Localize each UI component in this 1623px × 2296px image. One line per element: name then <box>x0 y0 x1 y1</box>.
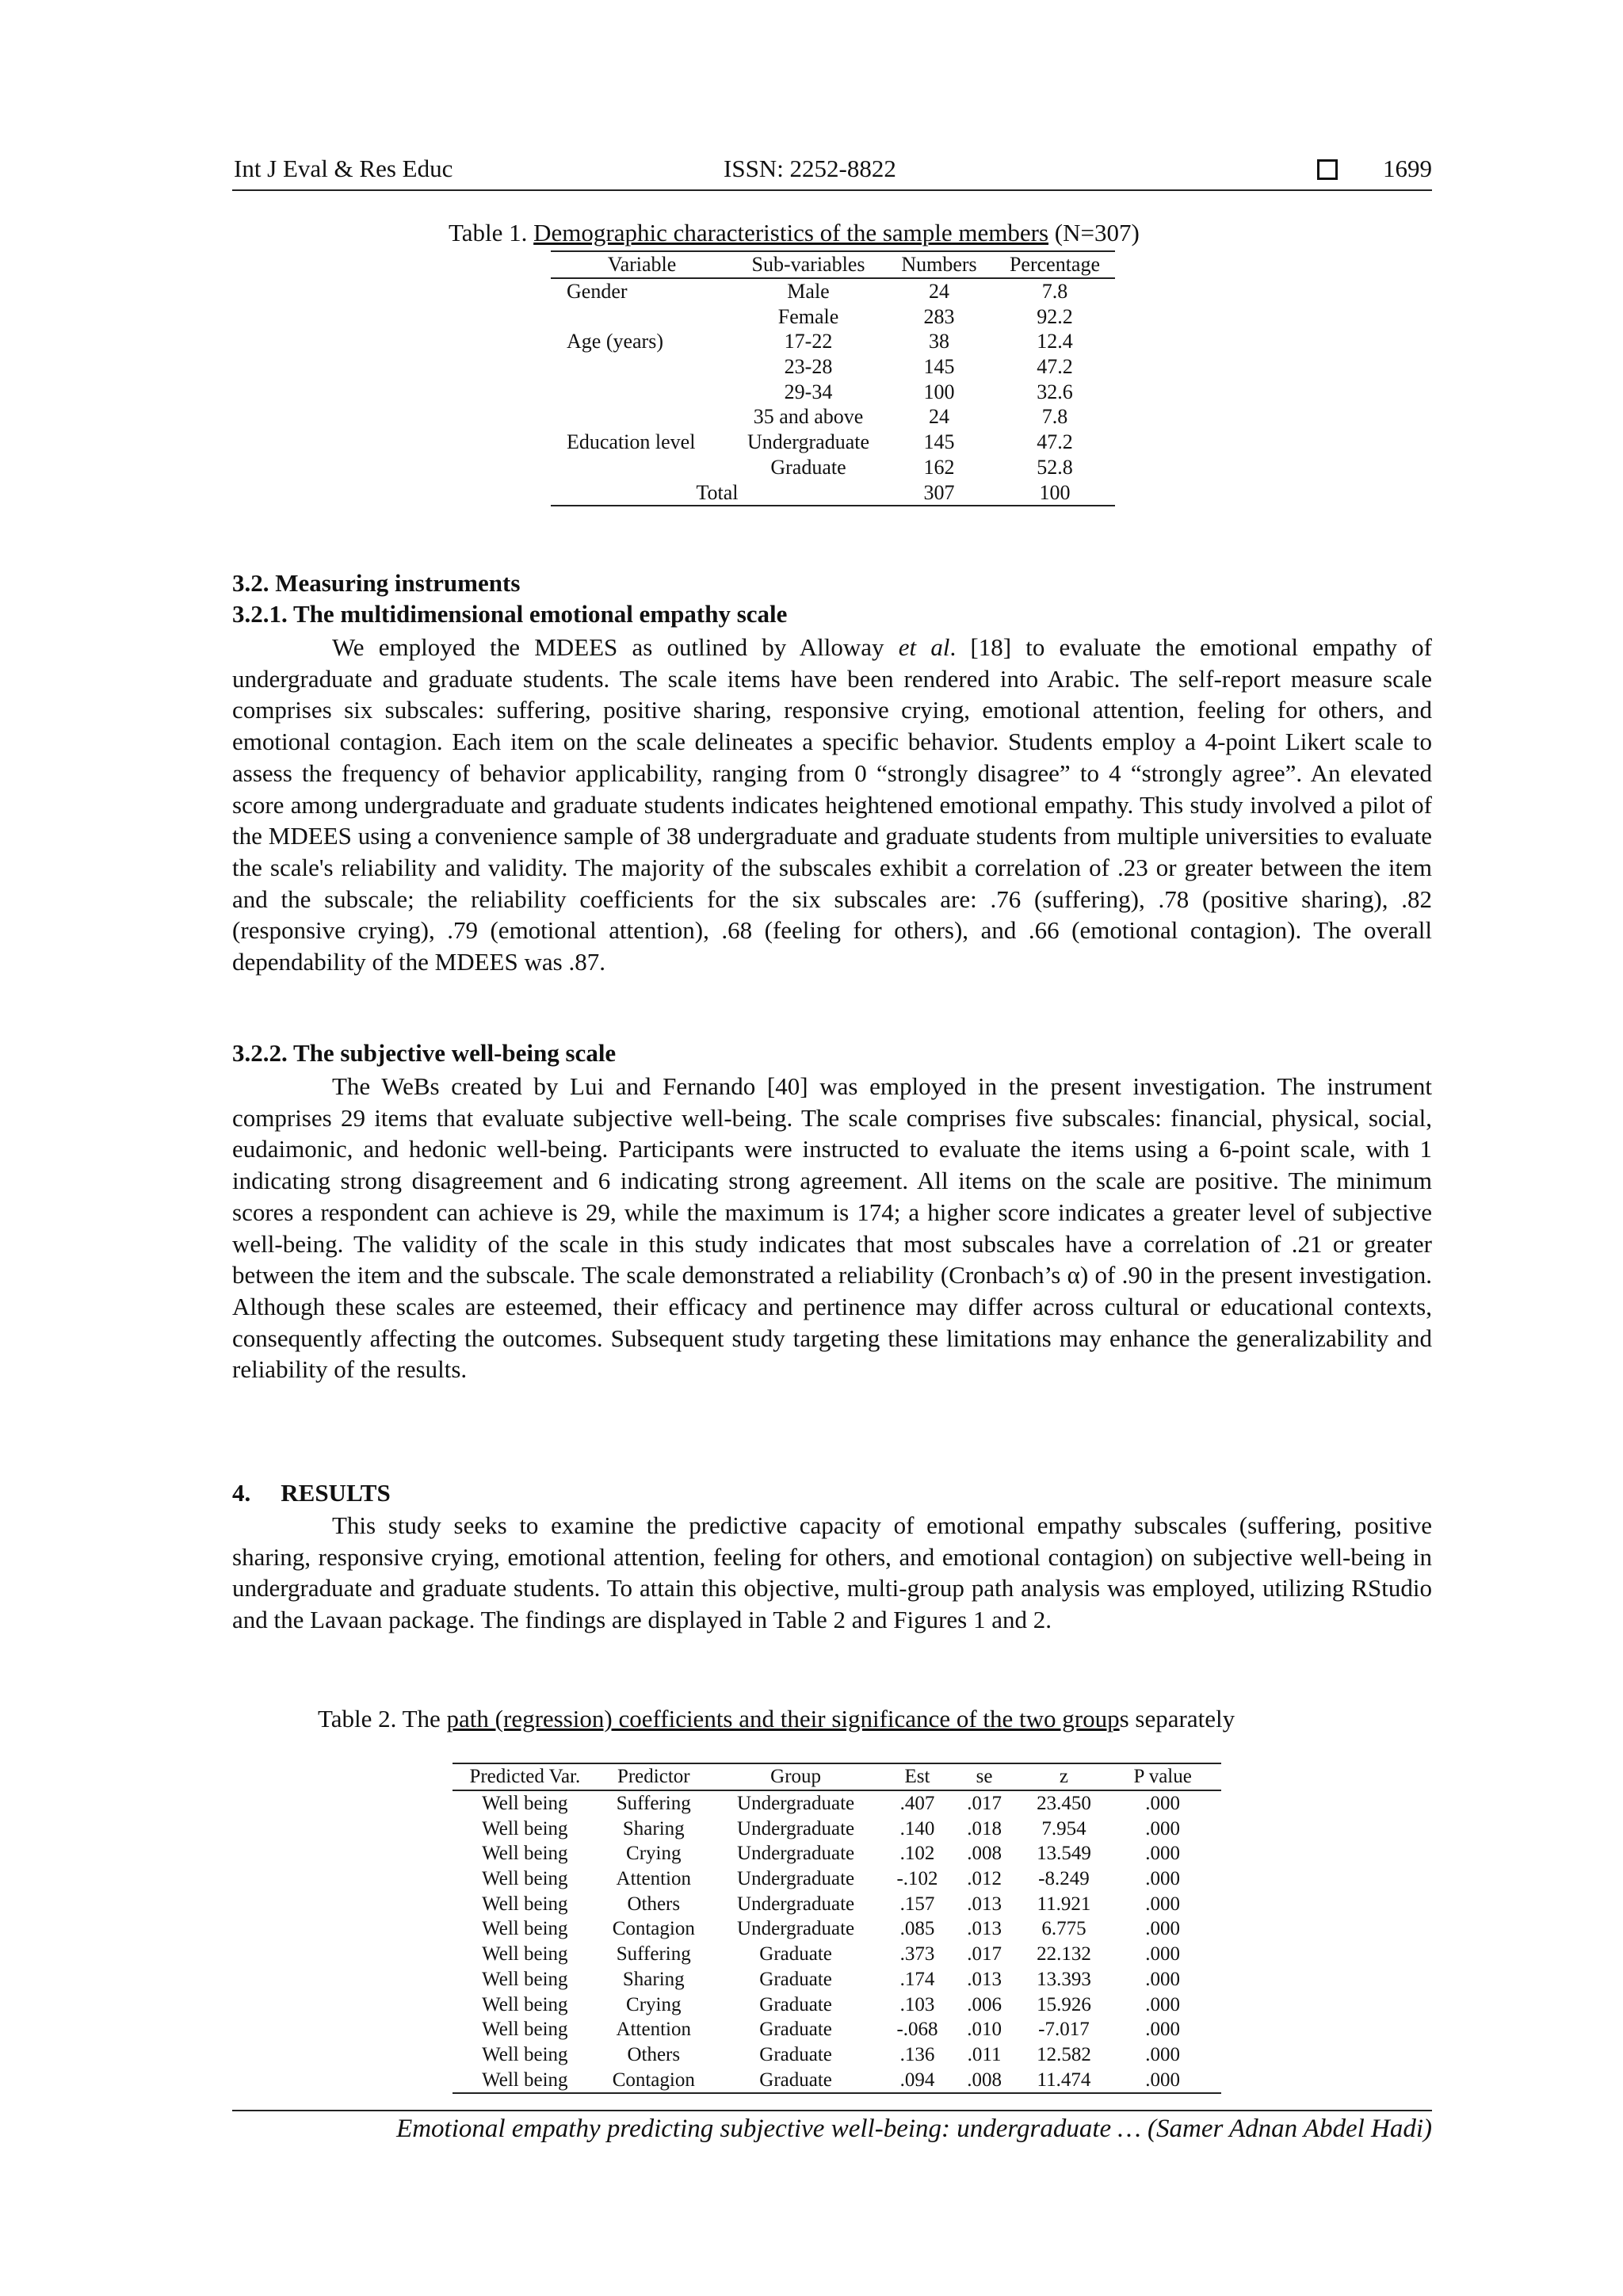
table-cell: .102 <box>899 1843 935 1865</box>
section-3-2-1-paragraph <box>232 632 1432 978</box>
page-header <box>232 155 1432 191</box>
table-cell: Well being <box>482 2043 568 2065</box>
table-row <box>551 278 1115 304</box>
table2-caption-suffix: s separately <box>1119 1705 1235 1733</box>
page-number: 1699 <box>1383 155 1432 182</box>
table-cell: Sharing <box>622 1817 685 1839</box>
table-cell: Undergraduate <box>737 1817 855 1839</box>
table-cell: -7.017 <box>1038 2019 1090 2041</box>
column-header: Group <box>710 1763 882 1790</box>
table-cell: Well being <box>482 2019 568 2041</box>
table-cell: Undergraduate <box>737 1918 855 1940</box>
table-header-row <box>551 251 1115 278</box>
table2-caption <box>318 1705 1235 1733</box>
table-cell: .000 <box>1145 1968 1181 1990</box>
demographics-table <box>551 250 1115 506</box>
table-cell: .174 <box>899 1968 935 1990</box>
table-cell: 47.2 <box>1037 355 1073 379</box>
table-cell: .000 <box>1145 1793 1181 1815</box>
section-4-heading: RESULTS <box>281 1479 391 1507</box>
table-cell: 7.8 <box>1041 280 1068 304</box>
paragraph-text: This study seeks to examine the predictive capacity of emotional empathy subscales (suffering, positive sharing, responsive crying, emotional attention, feeling for others, and emotional contagion) on subjective well-being in undergraduate and graduate students. To attain this objective, multi-group path analysis was employed, utilizing RStudio and the Lavaan package. The findings are displayed in Table 2 and Figures 1 and 2. <box>232 1511 1432 1634</box>
table-cell: Well being <box>482 1943 568 1966</box>
table-cell: 11.921 <box>1037 1893 1091 1915</box>
table-cell: 162 <box>923 455 955 479</box>
table-cell: Graduate <box>759 2019 832 2041</box>
path-coefficients-table <box>453 1763 1221 2094</box>
table-cell: 12.582 <box>1037 2043 1091 2065</box>
table-cell: Graduate <box>710 2067 882 2093</box>
table-cell: 17-22 <box>784 330 833 353</box>
table-cell: 15.926 <box>1037 1993 1091 2015</box>
table-cell: Contagion <box>612 1918 695 1940</box>
table-row <box>453 1816 1221 1841</box>
table-cell: Suffering <box>616 1943 691 1966</box>
table1-caption-underlined: Demographic characteristics of the sample members <box>533 219 1049 246</box>
paragraph-text: . [18] to evaluate the emotional empathy of undergraduate and graduate students. The scale items have been rendered into Arabic. The self-report measure scale comprises six subscales: suffering, positive sharing, responsive crying, emotional attention, feeling for others, and emotional contagion. Each item on the scale delineates a specific behavior. Students employ a 4-point Likert scale to assess the frequency of behavior applicability, ranging from 0 “strongly disagree” to 4 “strongly agree”. An elevated score among undergraduate and graduate students indicates heightened emotional empathy. This study involved a pilot of the MDEES using a convenience sample of 38 undergraduate and graduate students from multiple universities to evaluate the scale's reliability and validity. The majority of the subscales exhibit a correlation of .23 or greater between the item and the subscale; the reliability coefficients for the six subscales are: .76 (suffering), .78 (positive sharing), .82 (responsive crying), .79 (emotional attention), .68 (feeling for others), and .66 (emotional contagion). The overall dependability of the MDEES was .87. <box>232 633 1432 976</box>
table-cell: Well being <box>482 1918 568 1940</box>
table-cell: 7.954 <box>1041 1817 1086 1839</box>
table-cell: 23-28 <box>784 355 833 379</box>
table-row <box>551 379 1115 404</box>
table-cell: Undergraduate <box>747 430 869 454</box>
table-cell: .018 <box>967 1817 1002 1839</box>
table-cell: Suffering <box>616 1793 691 1815</box>
table-cell: Attention <box>616 2019 691 2041</box>
table-cell: .013 <box>967 1918 1002 1940</box>
table-cell: Undergraduate <box>737 1893 855 1915</box>
table-cell: Contagion <box>598 2067 710 2093</box>
table-row <box>551 404 1115 430</box>
table-cell: .008 <box>967 1843 1002 1865</box>
table-row <box>453 1790 1221 1817</box>
table-row <box>453 2042 1221 2068</box>
table-cell: 11.474 <box>1016 2067 1113 2093</box>
table-cell: 24 <box>929 280 949 304</box>
table-cell: .000 <box>1145 1943 1181 1966</box>
table-cell: .000 <box>1145 1893 1181 1915</box>
table-cell: Female <box>777 304 839 328</box>
table-cell: .136 <box>899 2043 935 2065</box>
table-cell: 283 <box>923 304 955 328</box>
column-header: se <box>953 1763 1016 1790</box>
table-cell: 35 and above <box>753 405 864 429</box>
section-3-2-2-paragraph <box>232 1071 1432 1385</box>
table-cell: Graduate <box>759 1968 832 1990</box>
footer-rule <box>232 2110 1432 2111</box>
table1-caption-prefix: Table 1. <box>449 219 534 246</box>
table-cell: .373 <box>899 1943 935 1966</box>
table-cell: Crying <box>626 1993 682 2015</box>
table-cell: .000 <box>1145 2019 1181 2041</box>
table-cell: 22.132 <box>1037 1943 1091 1966</box>
table-cell <box>551 379 733 404</box>
table-cell: Others <box>627 2043 681 2065</box>
table-cell: Well being <box>482 1968 568 1990</box>
paragraph-text: The WeBs created by Lui and Fernando [40] was employed in the present investigation. The instrument comprises 29 items that evaluate subjective well-being. The scale comprises five subscales: financial, physical, social, eudaimonic, and hedonic well-being. Participants were instructed to evaluate the items using a 6-point scale, with 1 indicating strong disagreement and 6 indicating strong agreement. All items on the scale are positive. The minimum scores a respondent can achieve is 29, while the maximum is 174; a higher score indicates a greater level of subjective well-being. The validity of the scale in this study indicates that most subscales have a correlation of .21 or greater between the item and the subscale. The scale demonstrated a reliability (Cronbach’s α) of .90 in the present investigation. Although these scales are esteemed, their efficacy and pertinence may differ across cultural or educational contexts, consequently affecting the outcomes. Subsequent study targeting these limitations may enhance the generalizability and reliability of the results. <box>232 1072 1432 1384</box>
column-header: Numbers <box>884 251 995 278</box>
table-cell: -.068 <box>896 2019 938 2041</box>
table-total-row <box>551 479 1115 506</box>
table-cell: .010 <box>967 2019 1002 2041</box>
paragraph-text: We employed the MDEES as outlined by Alloway <box>332 633 899 661</box>
table-cell: .017 <box>967 1793 1002 1815</box>
table-cell: .011 <box>967 2043 1002 2065</box>
table-cell: 32.6 <box>1037 380 1073 403</box>
table-cell: Well being <box>482 1868 568 1890</box>
table-cell: Attention <box>616 1868 691 1890</box>
table2-caption-underlined: path (regression) coefficients and their significance of the two group <box>446 1705 1120 1733</box>
table-cell: .012 <box>967 1868 1002 1890</box>
section-4-number: 4. <box>232 1479 251 1507</box>
table2-caption-prefix: Table 2. The <box>318 1705 447 1733</box>
table-cell: .008 <box>953 2067 1016 2093</box>
table-cell: Undergraduate <box>737 1843 855 1865</box>
table-cell: .000 <box>1145 2043 1181 2065</box>
table-cell: 24 <box>929 405 949 429</box>
table-cell: Graduate <box>759 1993 832 2015</box>
table-row <box>453 2017 1221 2042</box>
table-cell: Graduate <box>759 1943 832 1966</box>
table-cell: Male <box>787 280 830 304</box>
table-row <box>453 1841 1221 1866</box>
table-row <box>453 2067 1221 2093</box>
table-row <box>551 455 1115 480</box>
table-cell: 52.8 <box>1037 455 1073 479</box>
table-cell: Graduate <box>759 2043 832 2065</box>
table-row <box>551 329 1115 354</box>
column-header: Percentage <box>995 251 1115 278</box>
table-cell: Well being <box>482 1793 568 1815</box>
table-cell: -8.249 <box>1038 1868 1090 1890</box>
table-cell: .157 <box>899 1893 935 1915</box>
table-cell: 29-34 <box>784 380 833 403</box>
table-cell: Age (years) <box>567 330 663 353</box>
table-cell: .094 <box>881 2067 953 2093</box>
table-cell: .006 <box>967 1993 1002 2015</box>
table-cell: Well being <box>482 1817 568 1839</box>
column-header: P value <box>1112 1763 1221 1790</box>
journal-name: Int J Eval & Res Educ <box>234 155 453 182</box>
section-4-paragraph <box>232 1510 1432 1636</box>
column-header: Est <box>881 1763 953 1790</box>
total-label: Total <box>551 479 884 506</box>
total-number: 307 <box>884 479 995 506</box>
table-cell: 100 <box>923 380 955 403</box>
issn: ISSN: 2252-8822 <box>724 155 896 182</box>
table-cell: 145 <box>923 355 955 379</box>
table1-caption-suffix: (N=307) <box>1048 219 1140 246</box>
table-cell: Well being <box>482 1993 568 2015</box>
table-cell: Undergraduate <box>737 1793 855 1815</box>
column-header: Variable <box>551 251 733 278</box>
table-cell: .103 <box>899 1993 935 2015</box>
table-cell: -.102 <box>896 1868 938 1890</box>
column-header: z <box>1016 1763 1113 1790</box>
table-cell: 23.450 <box>1037 1793 1091 1815</box>
section-3-2-1-title: 3.2.1. The multidimensional emotional empathy scale <box>232 600 788 628</box>
table-cell: .000 <box>1145 1918 1181 1940</box>
table-cell: .000 <box>1145 1993 1181 2015</box>
table-cell: Well being <box>482 1843 568 1865</box>
table-row <box>453 1866 1221 1892</box>
table-row <box>453 1992 1221 2017</box>
table-cell: .000 <box>1145 1843 1181 1865</box>
table-cell: .000 <box>1145 1868 1181 1890</box>
column-header: Predictor <box>598 1763 710 1790</box>
table-row <box>551 430 1115 455</box>
table-cell: .407 <box>899 1793 935 1815</box>
et-al: et al <box>898 633 950 661</box>
table-cell: 145 <box>923 430 955 454</box>
table-cell: .000 <box>1112 2067 1221 2093</box>
table-cell: 13.393 <box>1037 1968 1091 1990</box>
table-cell: .140 <box>899 1817 935 1839</box>
table-cell: Gender <box>567 280 628 304</box>
table-cell: Well being <box>453 2067 598 2093</box>
table-cell: 92.2 <box>1037 304 1073 328</box>
table-cell <box>551 455 733 480</box>
table-cell <box>551 354 733 380</box>
table-cell: 13.549 <box>1037 1843 1091 1865</box>
table-cell: .013 <box>967 1968 1002 1990</box>
table-cell: .017 <box>967 1943 1002 1966</box>
table-cell: 38 <box>929 330 949 353</box>
table-cell: Graduate <box>770 455 846 479</box>
column-header: Predicted Var. <box>453 1763 598 1790</box>
table-row <box>551 354 1115 380</box>
table1-caption <box>449 219 1140 247</box>
table-row <box>453 1967 1221 1992</box>
table-cell: 7.8 <box>1041 405 1068 429</box>
table-row <box>551 304 1115 329</box>
table-cell: .000 <box>1145 1817 1181 1839</box>
table-cell: Sharing <box>622 1968 685 1990</box>
table-row <box>453 1942 1221 1967</box>
running-title: Emotional empathy predicting subjective well-being: undergraduate … (Samer Adnan Abdel Hadi) <box>396 2115 1432 2143</box>
section-4-title <box>232 1479 391 1507</box>
table-cell: 12.4 <box>1037 330 1073 353</box>
table-cell: Crying <box>626 1843 682 1865</box>
checkbox-square-icon <box>1317 159 1338 180</box>
table-cell <box>551 304 733 329</box>
table-cell: 47.2 <box>1037 430 1073 454</box>
table-cell: 6.775 <box>1041 1918 1086 1940</box>
table-cell: Others <box>627 1893 681 1915</box>
column-header: Sub-variables <box>733 251 884 278</box>
section-3-2-title: 3.2. Measuring instruments <box>232 569 521 597</box>
table-row <box>453 1916 1221 1942</box>
table-header-row <box>453 1763 1221 1790</box>
section-3-2-2-title: 3.2.2. The subjective well-being scale <box>232 1039 617 1067</box>
table-row <box>453 1891 1221 1916</box>
table-cell: .013 <box>967 1893 1002 1915</box>
table-cell: Education level <box>567 430 696 454</box>
table-cell: Well being <box>482 1893 568 1915</box>
table-cell: .085 <box>899 1918 935 1940</box>
table-cell <box>551 404 733 430</box>
table-cell: Undergraduate <box>737 1868 855 1890</box>
total-percentage: 100 <box>995 479 1115 506</box>
